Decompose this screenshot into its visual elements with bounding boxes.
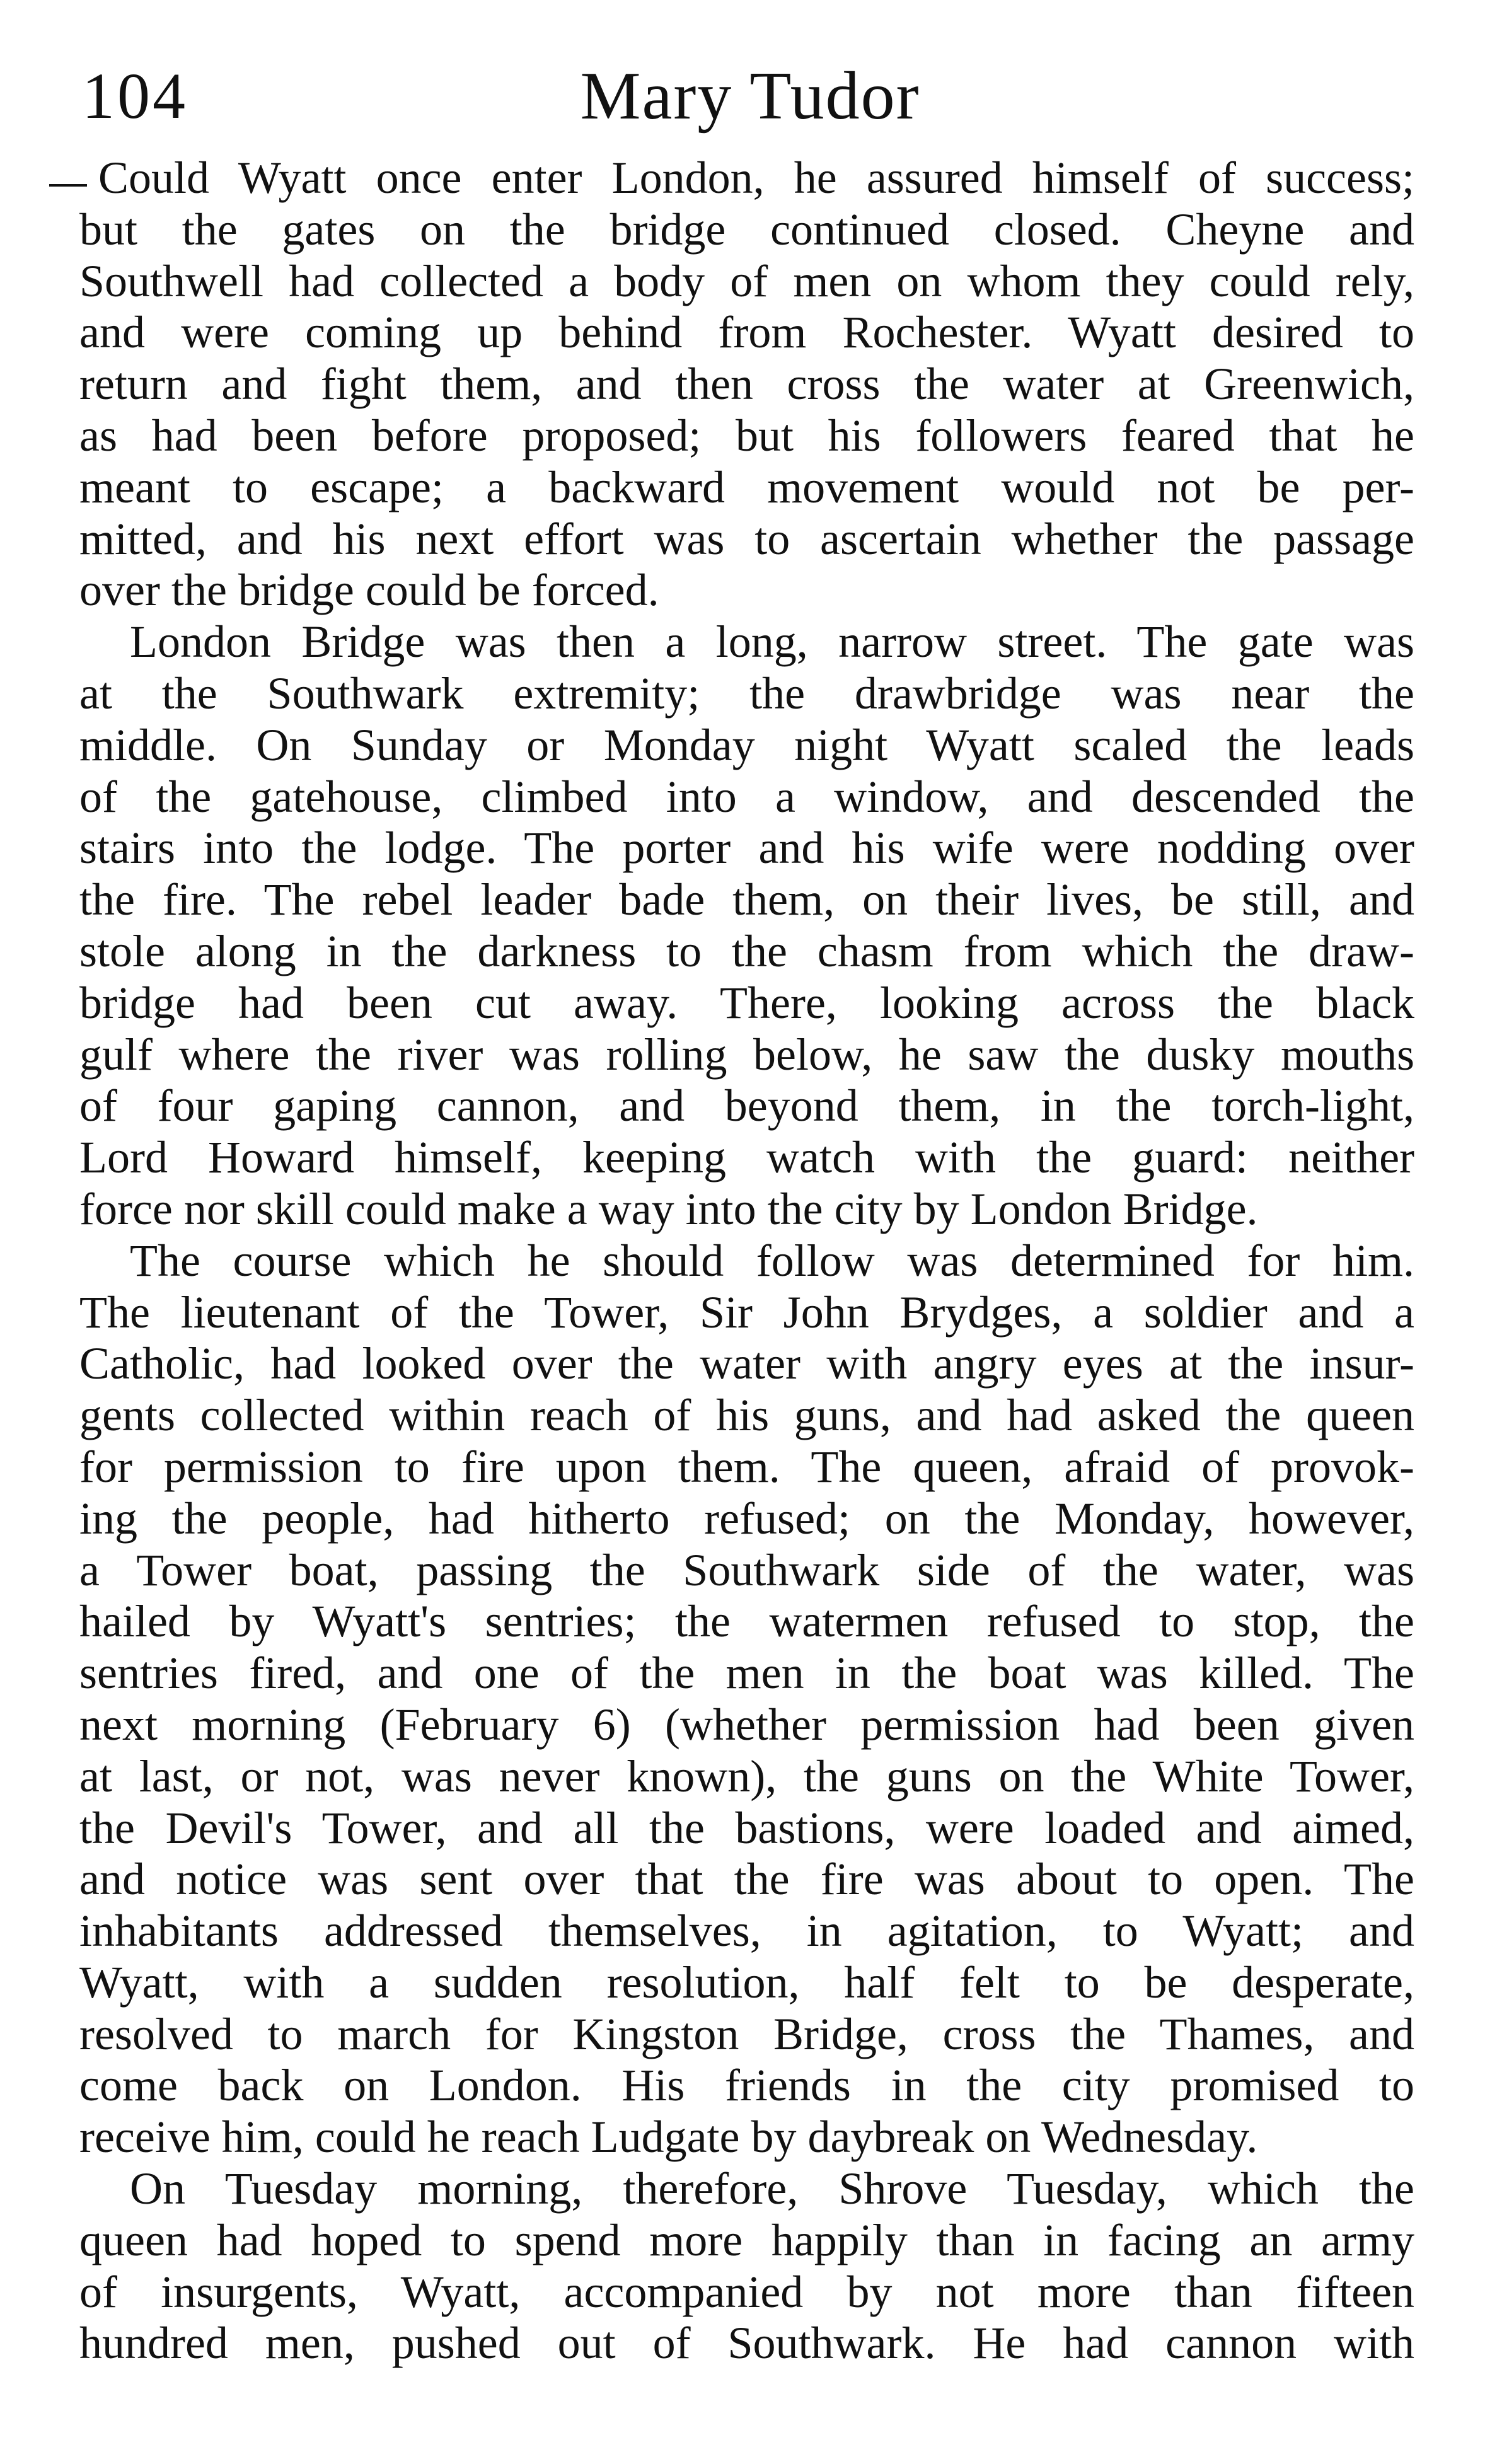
text-line: Catholic, had looked over the water with angry eyes at the insur-: [79, 1338, 1414, 1389]
text-line: hundred men, pushed out of Southwark. He had cannon with: [79, 2318, 1414, 2369]
text-line: Southwell had collected a body of men on whom they could rely,: [79, 255, 1414, 306]
text-line: The course which he should follow was determined for him.: [130, 1235, 1414, 1286]
text-line: mitted, and his next effort was to ascertain whether the passage: [79, 513, 1414, 564]
text-line: of insurgents, Wyatt, accompanied by not more than fifteen: [79, 2266, 1414, 2317]
text-line: a Tower boat, passing the Southwark side of the water, was: [79, 1544, 1414, 1595]
text-line: Wyatt, with a sudden resolution, half felt to be desperate,: [79, 1957, 1414, 2008]
text-line: middle. On Sunday or Monday night Wyatt scaled the leads: [79, 719, 1414, 770]
text-line: force nor skill could make a way into the city by London Bridge.: [79, 1183, 1258, 1234]
text-line: resolved to march for Kingston Bridge, cross the Thames, and: [79, 2008, 1414, 2059]
page-header: [82, 49, 1418, 144]
paragraph-1: [79, 153, 1414, 616]
text-line: at the Southwark extremity; the drawbridge was near the: [79, 668, 1414, 719]
text-line: and were coming up behind from Rochester. Wyatt desired to: [79, 307, 1414, 358]
text-line: and notice was sent over that the fire was about to open. The: [79, 1854, 1414, 1905]
text-line: gulf where the river was rolling below, he saw the dusky mouths: [79, 1029, 1414, 1080]
text-line: stairs into the lodge. The porter and his wife were nodding over: [79, 823, 1414, 874]
text-line: Could Wyatt once enter London, he assured himself of success;: [98, 153, 1414, 203]
text-line: hailed by Wyatt's sentries; the watermen refused to stop, the: [79, 1596, 1414, 1647]
text-line: the fire. The rebel leader bade them, on their lives, be still, and: [79, 874, 1414, 925]
text-line: receive him, could he reach Ludgate by daybreak on Wednesday.: [79, 2112, 1258, 2163]
paragraph-4: [79, 2163, 1414, 2369]
text-line: the Devil's Tower, and all the bastions, were loaded and aimed,: [79, 1802, 1414, 1853]
text-line: On Tuesday morning, therefore, Shrove Tuesday, which the: [130, 2163, 1414, 2214]
text-line: of four gaping cannon, and beyond them, in the torch-light,: [79, 1080, 1414, 1131]
running-title: Mary Tudor: [580, 59, 920, 134]
text-line: Lord Howard himself, keeping watch with the guard: neither: [79, 1132, 1414, 1183]
text-line: bridge had been cut away. There, looking across the black: [79, 977, 1414, 1028]
text-line: sentries fired, and one of the men in the boat was killed. The: [79, 1648, 1414, 1699]
paragraph-3: [79, 1235, 1414, 2163]
text-line: gents collected within reach of his guns, and had asked the queen: [79, 1390, 1414, 1441]
text-line: London Bridge was then a long, narrow street. The gate was: [130, 616, 1414, 668]
text-line: of the gatehouse, climbed into a window, and descended the: [79, 771, 1414, 822]
text-line: at last, or not, was never known), the guns on the White Tower,: [79, 1750, 1414, 1802]
text-line: The lieutenant of the Tower, Sir John Brydges, a soldier and a: [79, 1287, 1414, 1338]
text-line: as had been before proposed; but his followers feared that he: [79, 410, 1414, 461]
text-line: but the gates on the bridge continued closed. Cheyne and: [79, 204, 1414, 255]
text-line: ing the people, had hitherto refused; on the Monday, however,: [79, 1493, 1414, 1544]
text-line: meant to escape; a backward movement would not be per-: [79, 461, 1414, 512]
body-text: [79, 153, 1414, 2369]
paragraph-2: [79, 616, 1414, 1235]
text-line: queen had hoped to spend more happily than in facing an army: [79, 2214, 1414, 2265]
text-line: stole along in the darkness to the chasm from which the draw-: [79, 925, 1414, 976]
text-line: return and fight them, and then cross the water at Greenwich,: [79, 359, 1414, 410]
text-line: over the bridge could be forced.: [79, 565, 659, 616]
text-line: next morning (February 6) (whether permission had been given: [79, 1699, 1414, 1750]
page-number: 104: [82, 60, 188, 132]
text-line: inhabitants addressed themselves, in agitation, to Wyatt; and: [79, 1906, 1414, 1957]
text-line: come back on London. His friends in the city promised to: [79, 2060, 1414, 2111]
text-line: for permission to fire upon them. The queen, afraid of provok-: [79, 1441, 1414, 1492]
